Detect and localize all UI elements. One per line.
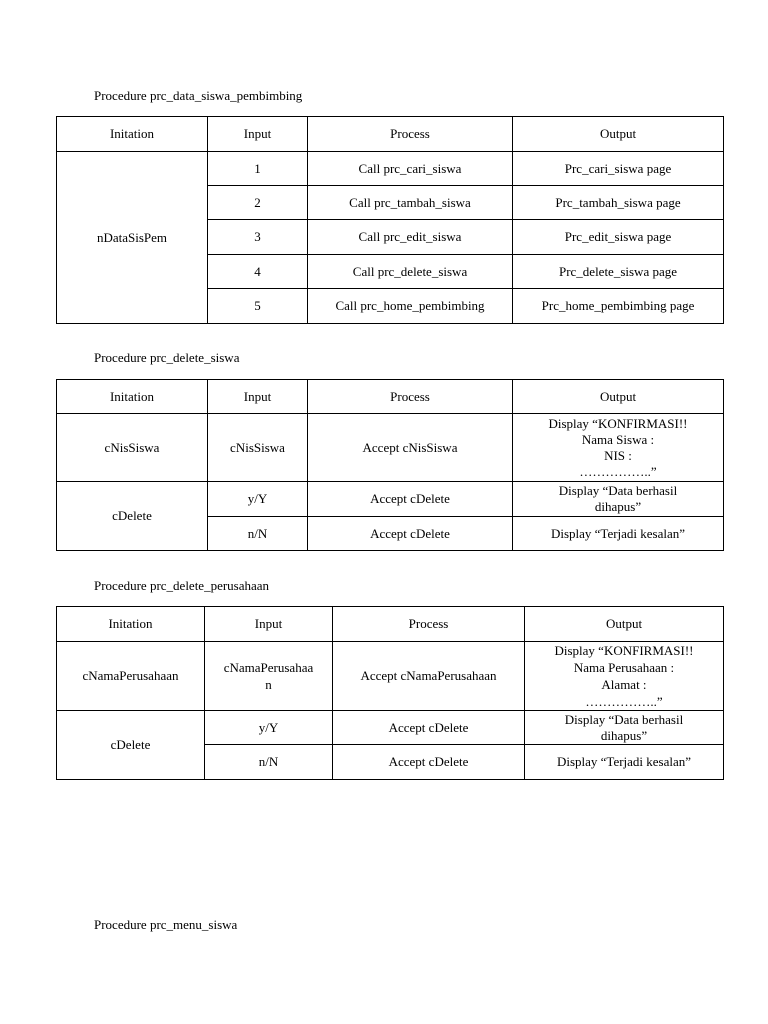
- header-input: Input: [208, 380, 308, 414]
- procedure-table: [56, 116, 724, 324]
- process-cell: Call prc_cari_siswa: [308, 152, 513, 186]
- output-line: Nama Perusahaan :: [573, 660, 675, 675]
- output-line: Display “KONFIRMASI!!: [554, 643, 694, 658]
- output-line: dihapus”: [594, 499, 642, 514]
- output-line: dihapus”: [600, 727, 648, 743]
- output-cell: Display “Terjadi kesalan”: [525, 745, 724, 780]
- process-cell: Call prc_delete_siswa: [308, 255, 513, 289]
- input-cell: y/Y: [205, 711, 333, 745]
- input-cell: 5: [208, 289, 308, 324]
- output-cell: [525, 642, 724, 711]
- output-line: Nama Siswa :: [581, 431, 655, 447]
- process-cell: Call prc_edit_siswa: [308, 220, 513, 255]
- header-initation: Initation: [57, 117, 208, 152]
- table-row: [57, 414, 724, 482]
- output-line: ……………..”: [585, 694, 663, 709]
- input-line: n: [265, 677, 272, 692]
- process-cell: Accept cDelete: [308, 482, 513, 517]
- output-line: Display “KONFIRMASI!!: [548, 415, 688, 431]
- output-line: Display “Data berhasil: [558, 483, 678, 498]
- procedure-table: [56, 379, 724, 551]
- output-cell: Prc_cari_siswa page: [513, 152, 724, 186]
- initiation-cell: cNisSiswa: [57, 414, 208, 482]
- output-cell: [525, 711, 724, 745]
- output-line: NIS :: [604, 447, 632, 463]
- process-cell: Call prc_tambah_siswa: [308, 186, 513, 220]
- process-cell: Call prc_home_pembimbing: [308, 289, 513, 324]
- input-cell: 1: [208, 152, 308, 186]
- table-row: [57, 482, 724, 517]
- output-cell: Prc_tambah_siswa page: [513, 186, 724, 220]
- input-cell: 2: [208, 186, 308, 220]
- process-cell: Accept cDelete: [308, 517, 513, 551]
- output-cell: Prc_home_pembimbing page: [513, 289, 724, 324]
- header-output: Output: [525, 607, 724, 642]
- header-output: Output: [513, 117, 724, 152]
- header-process: Process: [333, 607, 525, 642]
- output-cell: Prc_edit_siswa page: [513, 220, 724, 255]
- input-cell: y/Y: [208, 482, 308, 517]
- output-cell: [513, 414, 724, 482]
- output-cell: Display “Terjadi kesalan”: [513, 517, 724, 551]
- initiation-cell: cDelete: [57, 482, 208, 551]
- header-initation: Initation: [57, 607, 205, 642]
- section-title: Procedure prc_delete_siswa: [94, 350, 240, 365]
- input-cell: 4: [208, 255, 308, 289]
- header-process: Process: [308, 380, 513, 414]
- input-cell: [205, 642, 333, 711]
- input-cell: cNisSiswa: [208, 414, 308, 482]
- output-cell: Prc_delete_siswa page: [513, 255, 724, 289]
- process-cell: Accept cDelete: [333, 711, 525, 745]
- section-title: Procedure prc_data_siswa_pembimbing: [94, 88, 303, 103]
- input-line: cNamaPerusahaa: [223, 660, 314, 675]
- output-line: Display “Data berhasil: [564, 711, 684, 727]
- header-row: [57, 117, 724, 152]
- table-row: [57, 642, 724, 711]
- initiation-cell: cDelete: [57, 711, 205, 780]
- output-cell: [513, 482, 724, 517]
- process-cell: Accept cNisSiswa: [308, 414, 513, 482]
- input-cell: n/N: [205, 745, 333, 780]
- header-row: [57, 607, 724, 642]
- header-process: Process: [308, 117, 513, 152]
- input-cell: n/N: [208, 517, 308, 551]
- process-cell: Accept cNamaPerusahaan: [333, 642, 525, 711]
- process-cell: Accept cDelete: [333, 745, 525, 780]
- header-initation: Initation: [57, 380, 208, 414]
- table-row: [57, 152, 724, 186]
- procedure-table: [56, 606, 724, 780]
- header-row: [57, 380, 724, 414]
- table-row: [57, 711, 724, 745]
- output-line: Alamat :: [601, 677, 647, 692]
- initiation-cell: cNamaPerusahaan: [57, 642, 205, 711]
- initiation-cell: nDataSisPem: [57, 152, 208, 324]
- section-title: Procedure prc_delete_perusahaan: [94, 578, 270, 593]
- header-input: Input: [208, 117, 308, 152]
- header-input: Input: [205, 607, 333, 642]
- input-cell: 3: [208, 220, 308, 255]
- header-output: Output: [513, 380, 724, 414]
- section-title: Procedure prc_menu_siswa: [94, 917, 238, 932]
- output-line: ……………..”: [579, 463, 657, 479]
